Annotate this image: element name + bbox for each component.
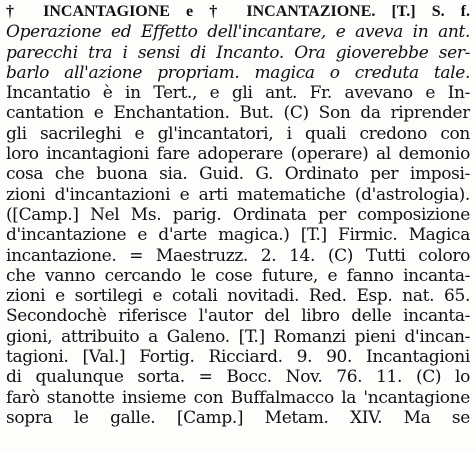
entry-line: incantazione. = Maestruzz. 2. 14. (C) Tutti coloro bbox=[6, 245, 470, 266]
entry-line: gli sacrileghi e gl'incantatori, i quali credono con bbox=[6, 123, 470, 144]
entry-line: di qualunque sorta. = Bocc. Nov. 76. 11. (C) lo bbox=[6, 367, 470, 388]
entry-line: che vanno cercando le cose future, e fanno incanta- bbox=[6, 265, 470, 286]
entry-line: zioni d'incantazioni e arti matematiche (d'astrologia). bbox=[6, 184, 470, 205]
entry-line: ([Camp.] Nel Ms. parig. Ordinata per composizione bbox=[6, 204, 470, 225]
entry-line: sopra le galle. [Camp.] Metam. XIV. Ma se bbox=[6, 407, 470, 428]
entry-line: Operazione ed Effetto dell'incantare, e aveva in ant. bbox=[6, 22, 470, 43]
entry-line: parecchi tra i sensi di Incanto. Ora gioverebbe ser- bbox=[6, 42, 470, 63]
entry-line: gioni, attribuito a Galeno. [T.] Romanzi pieni d'incan- bbox=[6, 326, 470, 347]
entry-line: farò stanotte insieme con Buffalmacco la 'ncantagione bbox=[6, 387, 470, 408]
dictionary-entry bbox=[6, 2, 470, 428]
entry-line: loro incantagioni fare adoperare (operare) al demonio bbox=[6, 144, 470, 165]
entry-headword-line: † INCANTAGIONE e † INCANTAZIONE. [T.] S. f. bbox=[6, 3, 470, 20]
entry-line: cosa che buona sia. Guid. G. Ordinato per imposi- bbox=[6, 164, 470, 185]
entry-line: cantation e Enchantation. But. (C) Son da riprender bbox=[6, 103, 470, 124]
entry-line: zioni e sortilegi e cotali novitadi. Red. Esp. nat. 65. bbox=[6, 286, 470, 307]
entry-line: Incantatio è in Tert., e gli ant. Fr. avevano e In- bbox=[6, 83, 470, 104]
entry-line: Secondochè riferisce l'autor del libro delle incanta- bbox=[6, 306, 470, 327]
entry-line: d'incantazione e d'arte magica.) [T.] Firmic. Magica bbox=[6, 225, 470, 246]
entry-line: barlo all'azione propriam. magica o creduta tale. bbox=[6, 62, 470, 83]
entry-line: tagioni. [Val.] Fortig. Ricciard. 9. 90. Incantagioni bbox=[6, 347, 470, 368]
